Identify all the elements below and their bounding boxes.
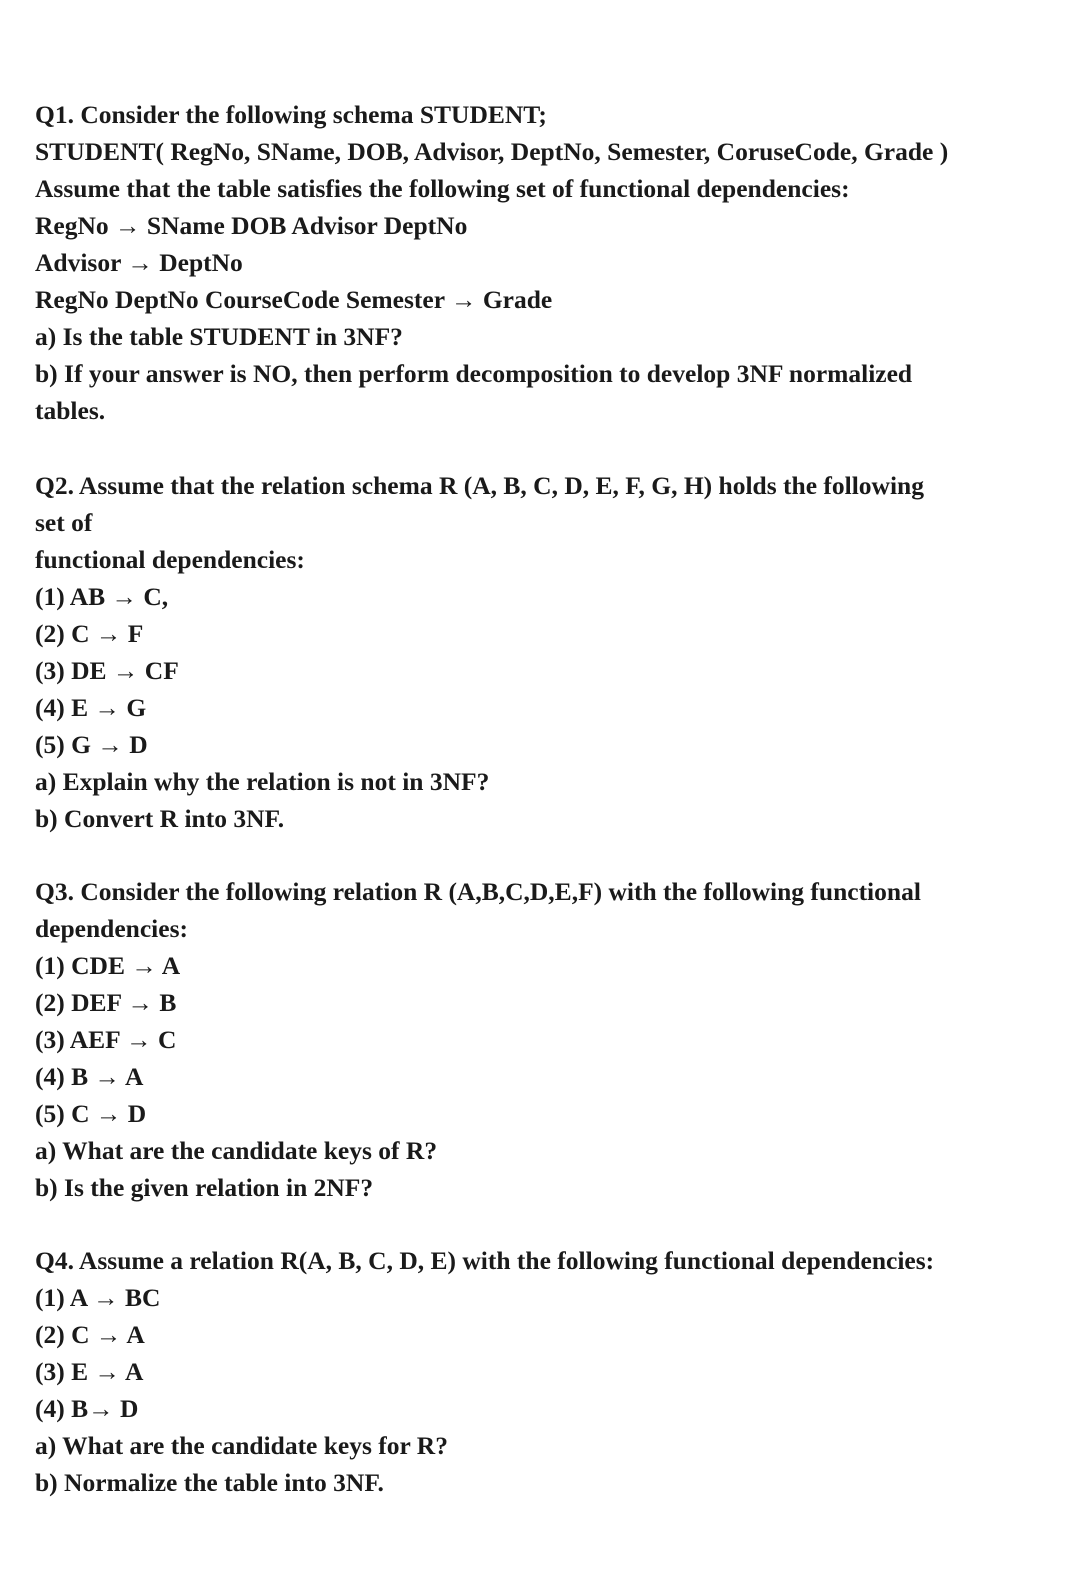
q3-part-b: b) Is the given relation in 2NF? — [35, 1173, 374, 1202]
q4-part-a: a) What are the candidate keys for R? — [35, 1431, 448, 1460]
q4-heading: Q4. Assume a relation R(A, B, C, D, E) with the following functional dependencies: — [35, 1246, 935, 1275]
q3-fd-5: (5) C → D — [35, 1099, 147, 1128]
q3-fd-2: (2) DEF → B — [35, 988, 177, 1017]
q1-part-b-continued: tables. — [35, 396, 106, 425]
q2-fd-3: (3) DE → CF — [35, 656, 179, 685]
q1-assumption: Assume that the table satisfies the following set of functional dependencies: — [35, 174, 850, 203]
q4-fd-2: (2) C → A — [35, 1320, 145, 1349]
q2-fd-1: (1) AB → C, — [35, 582, 169, 611]
q3-fd-1: (1) CDE → A — [35, 951, 181, 980]
q3-heading: Q3. Consider the following relation R (A,B,C,D,E,F) with the following functional — [35, 877, 921, 906]
q2-fd-5: (5) G → D — [35, 730, 148, 759]
q1-heading: Q1. Consider the following schema STUDENT; — [35, 100, 547, 129]
q1-fd-1: RegNo → SName DOB Advisor DeptNo — [35, 211, 468, 240]
q2-fd-4: (4) E → G — [35, 693, 147, 722]
q1-fd-2: Advisor → DeptNo — [35, 248, 243, 277]
q2-part-b: b) Convert R into 3NF. — [35, 804, 285, 833]
q2-heading: Q2. Assume that the relation schema R (A, B, C, D, E, F, G, H) holds the following — [35, 471, 924, 500]
q2-heading-continued: set of — [35, 508, 93, 537]
q1-part-a: a) Is the table STUDENT in 3NF? — [35, 322, 403, 351]
q1-schema: STUDENT( RegNo, SName, DOB, Advisor, DeptNo, Semester, CoruseCode, Grade ) — [35, 137, 949, 166]
q4-part-b: b) Normalize the table into 3NF. — [35, 1468, 384, 1497]
document-body — [35, 96, 1070, 1501]
question-1 — [35, 96, 1070, 429]
q1-fd-3: RegNo DeptNo CourseCode Semester → Grade — [35, 285, 553, 314]
question-3 — [35, 873, 1070, 1206]
q3-fd-4: (4) B → A — [35, 1062, 144, 1091]
q2-part-a: a) Explain why the relation is not in 3NF? — [35, 767, 490, 796]
question-2 — [35, 467, 1070, 837]
q3-part-a: a) What are the candidate keys of R? — [35, 1136, 438, 1165]
q3-heading-continued: dependencies: — [35, 914, 188, 943]
q1-part-b: b) If your answer is NO, then perform decomposition to develop 3NF normalized — [35, 359, 913, 388]
q3-fd-3: (3) AEF → C — [35, 1025, 177, 1054]
q4-fd-3: (3) E → A — [35, 1357, 144, 1386]
q4-fd-4: (4) B→ D — [35, 1394, 139, 1423]
q4-fd-1: (1) A → BC — [35, 1283, 161, 1312]
q2-fd-2: (2) C → F — [35, 619, 144, 648]
question-4 — [35, 1242, 1070, 1501]
q2-fd-label: functional dependencies: — [35, 545, 305, 574]
